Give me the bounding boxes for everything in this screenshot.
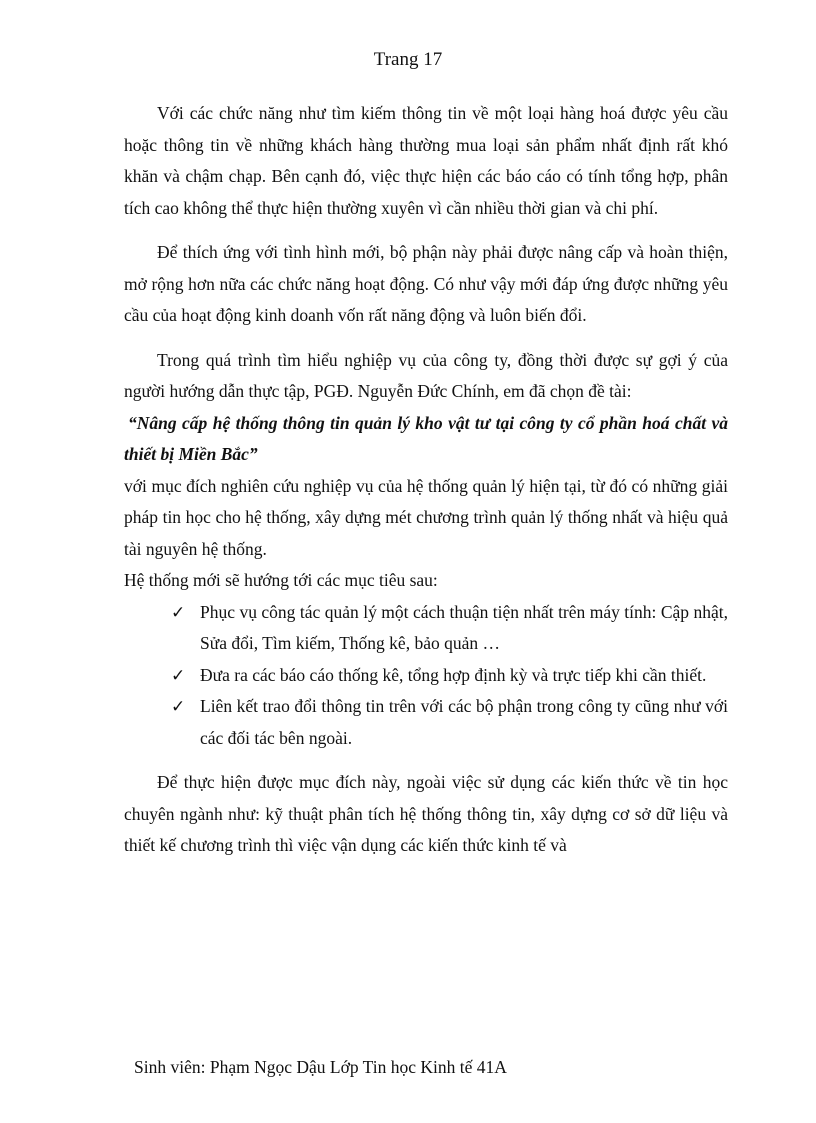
checkmark-icon: ✓ [171,602,186,622]
closing-paragraph: Để thực hiện được mục đích này, ngoài việc sử dụng các kiến thức về tin học chuyên ngành như: kỹ thuật phân tích hệ thống thông tin, xây dựng cơ sở dữ liệu và thiết kế chương trình thì việc vận dụng các kiến thức kinh tế và [124,772,728,855]
page-header: Trang 17 [373,49,443,70]
checkmark-icon: ✓ [171,697,186,716]
goal-text: Liên kết trao đổi thông tin trên với các bộ phận trong công ty cũng như với các đối tác bên ngoài. [200,696,728,748]
goal-item [171,597,728,660]
goal-item [171,660,728,692]
goal-text: Đưa ra các báo cáo thống kê, tổng hợp định kỳ và trực tiếp khi cần thiết. [200,664,707,685]
paragraph-3: Trong quá trình tìm hiểu nghiệp vụ của công ty, đồng thời được sự gợi ý của người hướng dẫn thực tập, PGĐ. Nguyễn Đức Chính, em đã chọn đề tài: [124,349,728,401]
goals-intro: Hệ thống mới sẽ hướng tới các mục tiêu sau: [124,570,438,590]
paragraph-1: Với các chức năng như tìm kiếm thông tin về một loại hàng hoá được yêu cầu hoặc thông tin về những khách hàng thường mua loại sản phẩm nhất định rất khó khăn và chậm chạp. Bên cạnh đó, việc thực hiện các báo cáo có tính tổng hợp, phân tích cao không thể thực hiện thường xuyên vì cần nhiều thời gian và chi phí. [124,103,728,218]
paragraph-2: Để thích ứng với tình hình mới, bộ phận này phải được nâng cấp và hoàn thiện, mở rộng hơn nữa các chức năng hoạt động. Có như vậy mới đáp ứng được những yêu cầu của hoạt động kinh doanh vốn rất năng động và luôn biến đổi. [124,242,728,325]
thesis-title: “Nâng cấp hệ thống thông tin quản lý kho vật tư tại công ty cổ phần hoá chất và thiết bị Miền Bắc” [124,412,728,464]
page-body [124,98,728,862]
checkmark-icon: ✓ [171,665,186,685]
goals-list [124,597,728,755]
purpose-paragraph: với mục đích nghiên cứu nghiệp vụ của hệ thống quản lý hiện tại, từ đó có những giải pháp tin học cho hệ thống, xây dựng mét chương trình quản lý thống nhất và hiệu quả tài nguyên hệ thống. [124,475,728,559]
page-footer: Sinh viên: Phạm Ngọc Dậu Lớp Tin học Kinh tế 41A [134,1057,507,1077]
goal-item [171,691,728,754]
goal-text: Phục vụ công tác quản lý một cách thuận tiện nhất trên máy tính: Cập nhật, Sửa đổi, Tìm kiếm, Thống kê, bảo quản … [200,601,728,653]
